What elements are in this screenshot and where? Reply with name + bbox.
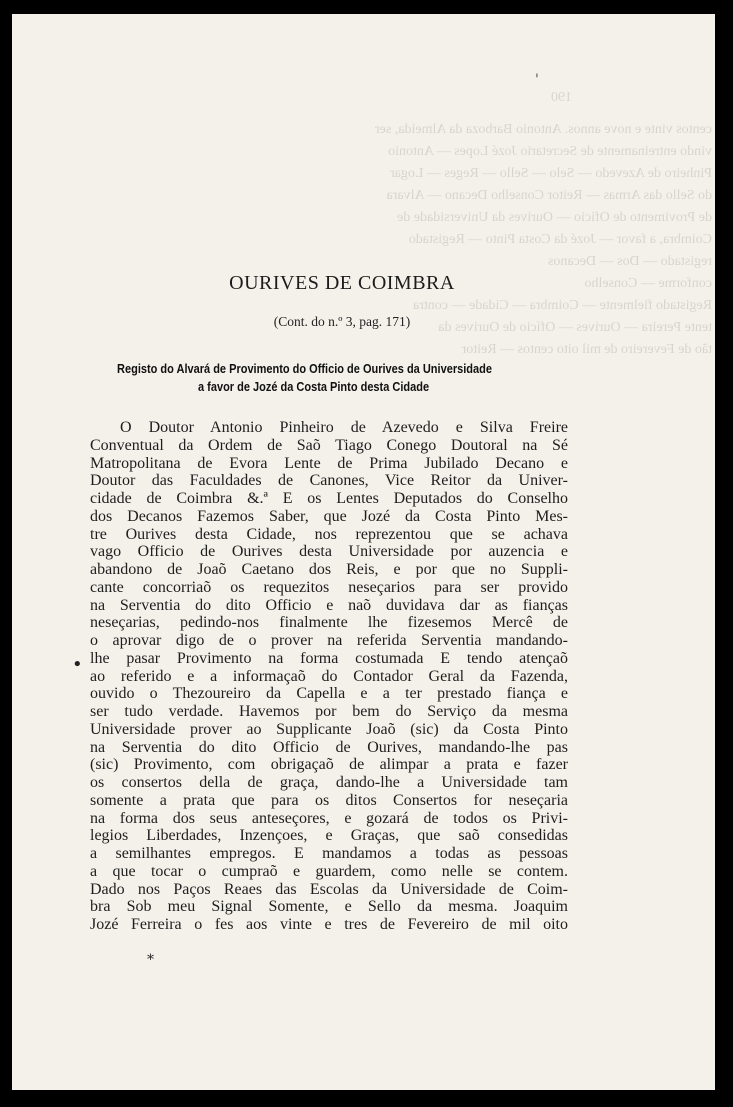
bleed-line: de Provimento de Oficio — Ourives da Universidade de bbox=[397, 210, 712, 225]
bleed-line: do Sello das Armas — Reitor Conselho Decano — Alvara bbox=[386, 188, 712, 203]
body-line: Universidade prover ao Supplicante Joaõ (sic) da Costa Pinto bbox=[90, 720, 568, 738]
body-line: cidade de Coimbra &.ª E os Lentes Deputados do Conselho bbox=[90, 490, 568, 507]
body-line: somente a prata que para os ditos Consertos for neseçaria bbox=[90, 791, 568, 809]
bleed-line: tão de Fevereiro de mil oito centos — Reitor bbox=[461, 342, 712, 357]
bleed-line: Pinheiro de Azevedo — Selo — Sello — Reges — Logar bbox=[390, 166, 712, 181]
bleed-line: centos vinte e nove annos. Antonio Barboza da Almeida, ser bbox=[374, 122, 712, 137]
body-line: na Serventia do dito Officio de Ourives, mandando-lhe pas bbox=[90, 738, 568, 756]
body-line: vago Officio de Ourives desta Universidade por auzencia e bbox=[90, 543, 568, 561]
body-line: abandono de Joaõ Caetano dos Reis, e por que no Suppli- bbox=[90, 561, 568, 578]
body-line: tre Ourives desta Cidade, nos reprezentou que se achava bbox=[90, 525, 568, 543]
body-line: a que tocar o cumpraõ e guardem, como nelle se contem. bbox=[90, 862, 568, 880]
body-line: o aprovar digo de o prover na referida Serventia mandando- bbox=[90, 632, 568, 649]
bleed-line: conforme — Conselho bbox=[584, 276, 712, 291]
bleed-line: registado — Dos — Decanos bbox=[547, 254, 712, 269]
margin-dot-mark: • bbox=[72, 654, 83, 675]
body-line: legios Liberdades, Inzençoes, e Graças, que saõ consedidas bbox=[90, 827, 568, 845]
body-line: Conventual da Ordem de Saõ Tiago Conego Doutoral na Sé bbox=[90, 436, 568, 454]
body-line: a semilhantes empregos. E mandamos a todas as pessoas bbox=[90, 845, 568, 862]
body-line: cante concorriaõ os requezitos neseçarios para ser provido bbox=[90, 578, 568, 596]
body-line: Jozé Ferreira o fes aos vinte e tres de Fevereiro de mil oito bbox=[90, 916, 568, 933]
footnote-star-mark: * bbox=[147, 952, 154, 968]
document-page bbox=[12, 14, 715, 1090]
bleed-line: Registado fielmente — Coimbra — Cidade — contra bbox=[413, 298, 712, 313]
body-line: os consertos della de graça, dando-lhe a Universidade tam bbox=[90, 774, 568, 791]
body-line: Dado nos Paços Reaes das Escolas da Universidade de Coim- bbox=[90, 880, 568, 898]
page-title: OURIVES DE COIMBRA bbox=[229, 272, 455, 294]
body-line: ser tudo verdade. Havemos por bem do Serviço da mesma bbox=[90, 703, 568, 720]
body-line: ouvido o Thezoureiro da Capella e a ter prestado fiança e bbox=[90, 685, 568, 703]
bleed-line: Coimbra, a favor — Jozé da Costa Pinto — Registado bbox=[408, 232, 712, 247]
bleed-line: tente Pereira — Ourives — Ofício de Ourives da bbox=[438, 320, 712, 335]
section-heading bbox=[110, 360, 524, 396]
page-subtitle: (Cont. do n.º 3, pag. 171) bbox=[273, 314, 411, 329]
body-line: dos Decanos Fazemos Saber, que Jozé da Costa Pinto Mes- bbox=[90, 507, 568, 525]
body-line: bra Sob meu Signal Somente, e Sello da mesma. Joaquim bbox=[90, 898, 568, 916]
bleed-line: vindo entreinamente de Secretario Jozé Lopes — Antonio bbox=[388, 144, 712, 159]
body-line: Matropolitana de Evora Lente de Prima Jubilado Decano e bbox=[90, 454, 568, 472]
body-line: neseçarias, pedindo-nos finalmente lhe fizesemos Mercê de bbox=[90, 614, 568, 632]
body-line: Doutor das Faculdades de Canones, Vice Reitor da Univer- bbox=[90, 472, 568, 490]
body-line: (sic) Provimento, com obrigaçaõ de alimpar a prata e fazer bbox=[90, 756, 568, 774]
bleed-page-number: 190 bbox=[551, 90, 572, 105]
body-line: ao referido e a informaçaõ do Contador Geral da Fazenda, bbox=[90, 667, 568, 685]
body-line: lhe pasar Provimento na forma costumada E tendo atençaõ bbox=[90, 649, 568, 667]
body-line: na Serventia do dito Officio e naõ duvidava dar as fianças bbox=[90, 596, 568, 614]
body-line: na forma dos seus anteseçores, e gozará de todos os Privi- bbox=[90, 809, 568, 827]
heading-line-2: a favor de Jozé da Costa Pinto desta Cidade bbox=[198, 380, 430, 394]
body-text bbox=[90, 419, 568, 934]
body-line: O Doutor Antonio Pinheiro de Azevedo e Silva Freire bbox=[120, 419, 568, 436]
margin-tick-mark: ' bbox=[535, 72, 539, 88]
heading-line-1: Registo do Alvará de Provimento do Officio de Ourives da Universidade bbox=[117, 362, 492, 376]
